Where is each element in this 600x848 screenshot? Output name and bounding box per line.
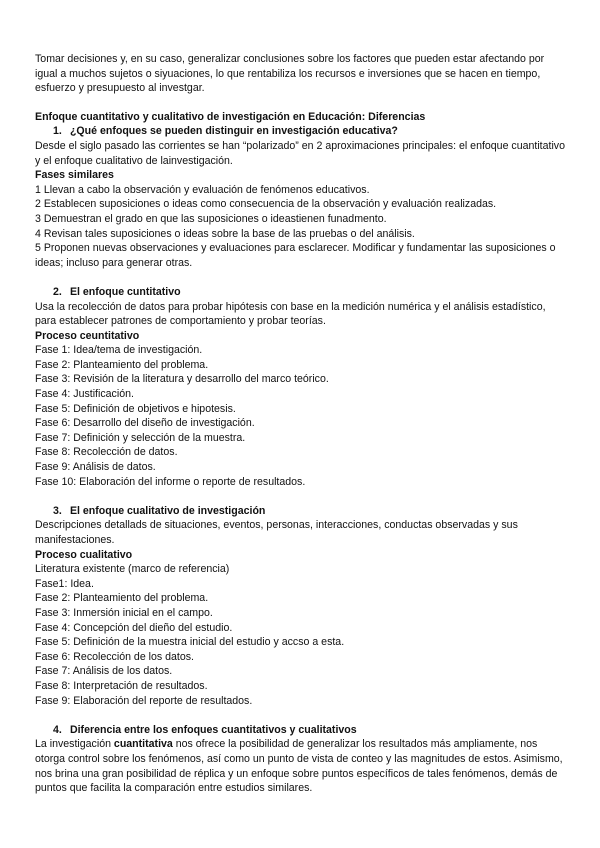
section-1-subheading: Fases similares (35, 169, 114, 182)
section-1-body: Desde el siglo pasado las corrientes se han “polarizado” en 2 aproximaciones principales: el enfoque cuantitativo y el enfoque cualitativo de lainvestigación. (35, 139, 565, 167)
list-item: Fase 6: Recolección de los datos. (35, 650, 194, 663)
list-item: 1 Llevan a cabo la observación y evaluación de fenómenos educativos. (35, 183, 370, 196)
section-1-number: 1. (53, 125, 62, 138)
document-title: Enfoque cuantitativo y cualitativo de investigación en Educación: Diferencias (35, 110, 426, 123)
list-item: 5 Proponen nuevas observaciones y evaluaciones para esclarecer. Modificar y fundamentar las suposiciones o ideas; incluso para generar otras. (35, 242, 556, 269)
list-item: Fase 2: Planteamiento del problema. (35, 592, 209, 605)
section-2-subheading: Proceso ceuntitativo (35, 329, 140, 342)
section-2-list (35, 343, 567, 489)
list-item: Fase 3: Inmersión inicial en el campo. (35, 606, 213, 619)
list-item: Fase 5: Definición de objetivos e hipotesis. (35, 402, 236, 415)
spacer (35, 270, 567, 285)
document-content (35, 52, 567, 796)
section-3-heading (35, 504, 567, 519)
section-2-title: El enfoque cuntitativo (69, 285, 181, 298)
list-item: Fase1: Idea. (35, 577, 94, 590)
spacer (35, 489, 567, 504)
section-4-title: Diferencia entre los enfoques cuantitativos y cualitativos (69, 723, 357, 736)
section-2-heading (35, 285, 567, 300)
section-2-number: 2. (53, 285, 62, 298)
section-4-heading (35, 723, 567, 738)
section-4-body-prefix: La investigación (35, 738, 114, 751)
section-4-body-suffix: nos ofrece la posibilidad de generalizar los resultados más ampliamente, nos otorga control sobre los fenómenos, así como un punto de vista de conteo y las magnitudes de estos. Asimismo, nos brina una gran posibilidad de réplica y un enfoque sobre puntos específicos de tales fenómenos, demás de puntos que facilita la comparación entre estudios similares. (35, 738, 563, 795)
section-2-body: Usa la recolección de datos para probar hipótesis con base en la medición numérica y el análisis estadístico, para establecer patrones de comportamiento y probar teorías. (35, 300, 546, 328)
list-item: Fase 7: Definición y selección de la muestra. (35, 431, 246, 444)
section-3-subheading: Proceso cualitativo (35, 548, 133, 561)
list-item: 3 Demuestran el grado en que las suposiciones o ideastienen funadmento. (35, 212, 387, 225)
section-4-number: 4. (53, 723, 62, 736)
section-1-list (35, 183, 567, 271)
section-4-body-bold: cuantitativa (113, 738, 173, 751)
spacer (35, 708, 567, 723)
list-item: Fase 8: Recolección de datos. (35, 446, 178, 459)
list-item: Fase 1: Idea/tema de investigación. (35, 344, 203, 357)
list-item: Fase 7: Análisis de los datos. (35, 665, 173, 678)
section-4-body (35, 737, 567, 795)
list-item: 4 Revisan tales suposiciones o ideas sobre la base de las pruebas o del análisis. (35, 227, 415, 240)
section-3-body: Descripciones detallads de situaciones, eventos, personas, interacciones, conductas observadas y sus manifestaciones. (35, 519, 518, 546)
list-item: Fase 5: Definición de la muestra inicial del estudio y accso a esta. (35, 636, 345, 649)
section-3-list (35, 562, 567, 708)
section-3-title: El enfoque cualitativo de investigación (69, 504, 266, 517)
list-item: Fase 9: Elaboración del reporte de resultados. (35, 694, 253, 707)
section-1-heading (35, 124, 567, 139)
section-1-title: ¿Qué enfoques se pueden distinguir en investigación educativa? (69, 125, 398, 138)
list-item: Fase 4: Justificación. (35, 388, 134, 401)
list-item: Fase 8: Interpretación de resultados. (35, 679, 208, 692)
list-item: Fase 6: Desarrollo del diseño de investigación. (35, 417, 255, 430)
list-item: Fase 9: Análisis de datos. (35, 461, 156, 474)
section-3-number: 3. (53, 504, 62, 517)
list-item: 2 Establecen suposiciones o ideas como consecuencia de la observación y evaluación realizadas. (35, 198, 497, 211)
list-item: Literatura existente (marco de referencia) (35, 563, 230, 576)
intro-paragraph: Tomar decisiones y, en su caso, generalizar conclusiones sobre los factores que pueden estar afectando por igual a muchos sujetos o siyuaciones, lo que rentabiliza los recursos e inversiones que se hacen en tiempo, esfuerzo y presupuesto al investgar. (35, 53, 545, 95)
list-item: Fase 4: Concepción del dieño del estudio. (35, 621, 233, 634)
list-item: Fase 3: Revisión de la literatura y desarrollo del marco teórico. (35, 373, 329, 386)
list-item: Fase 2: Planteamiento del problema. (35, 358, 209, 371)
list-item: Fase 10: Elaboración del informe o reporte de resultados. (35, 475, 306, 488)
